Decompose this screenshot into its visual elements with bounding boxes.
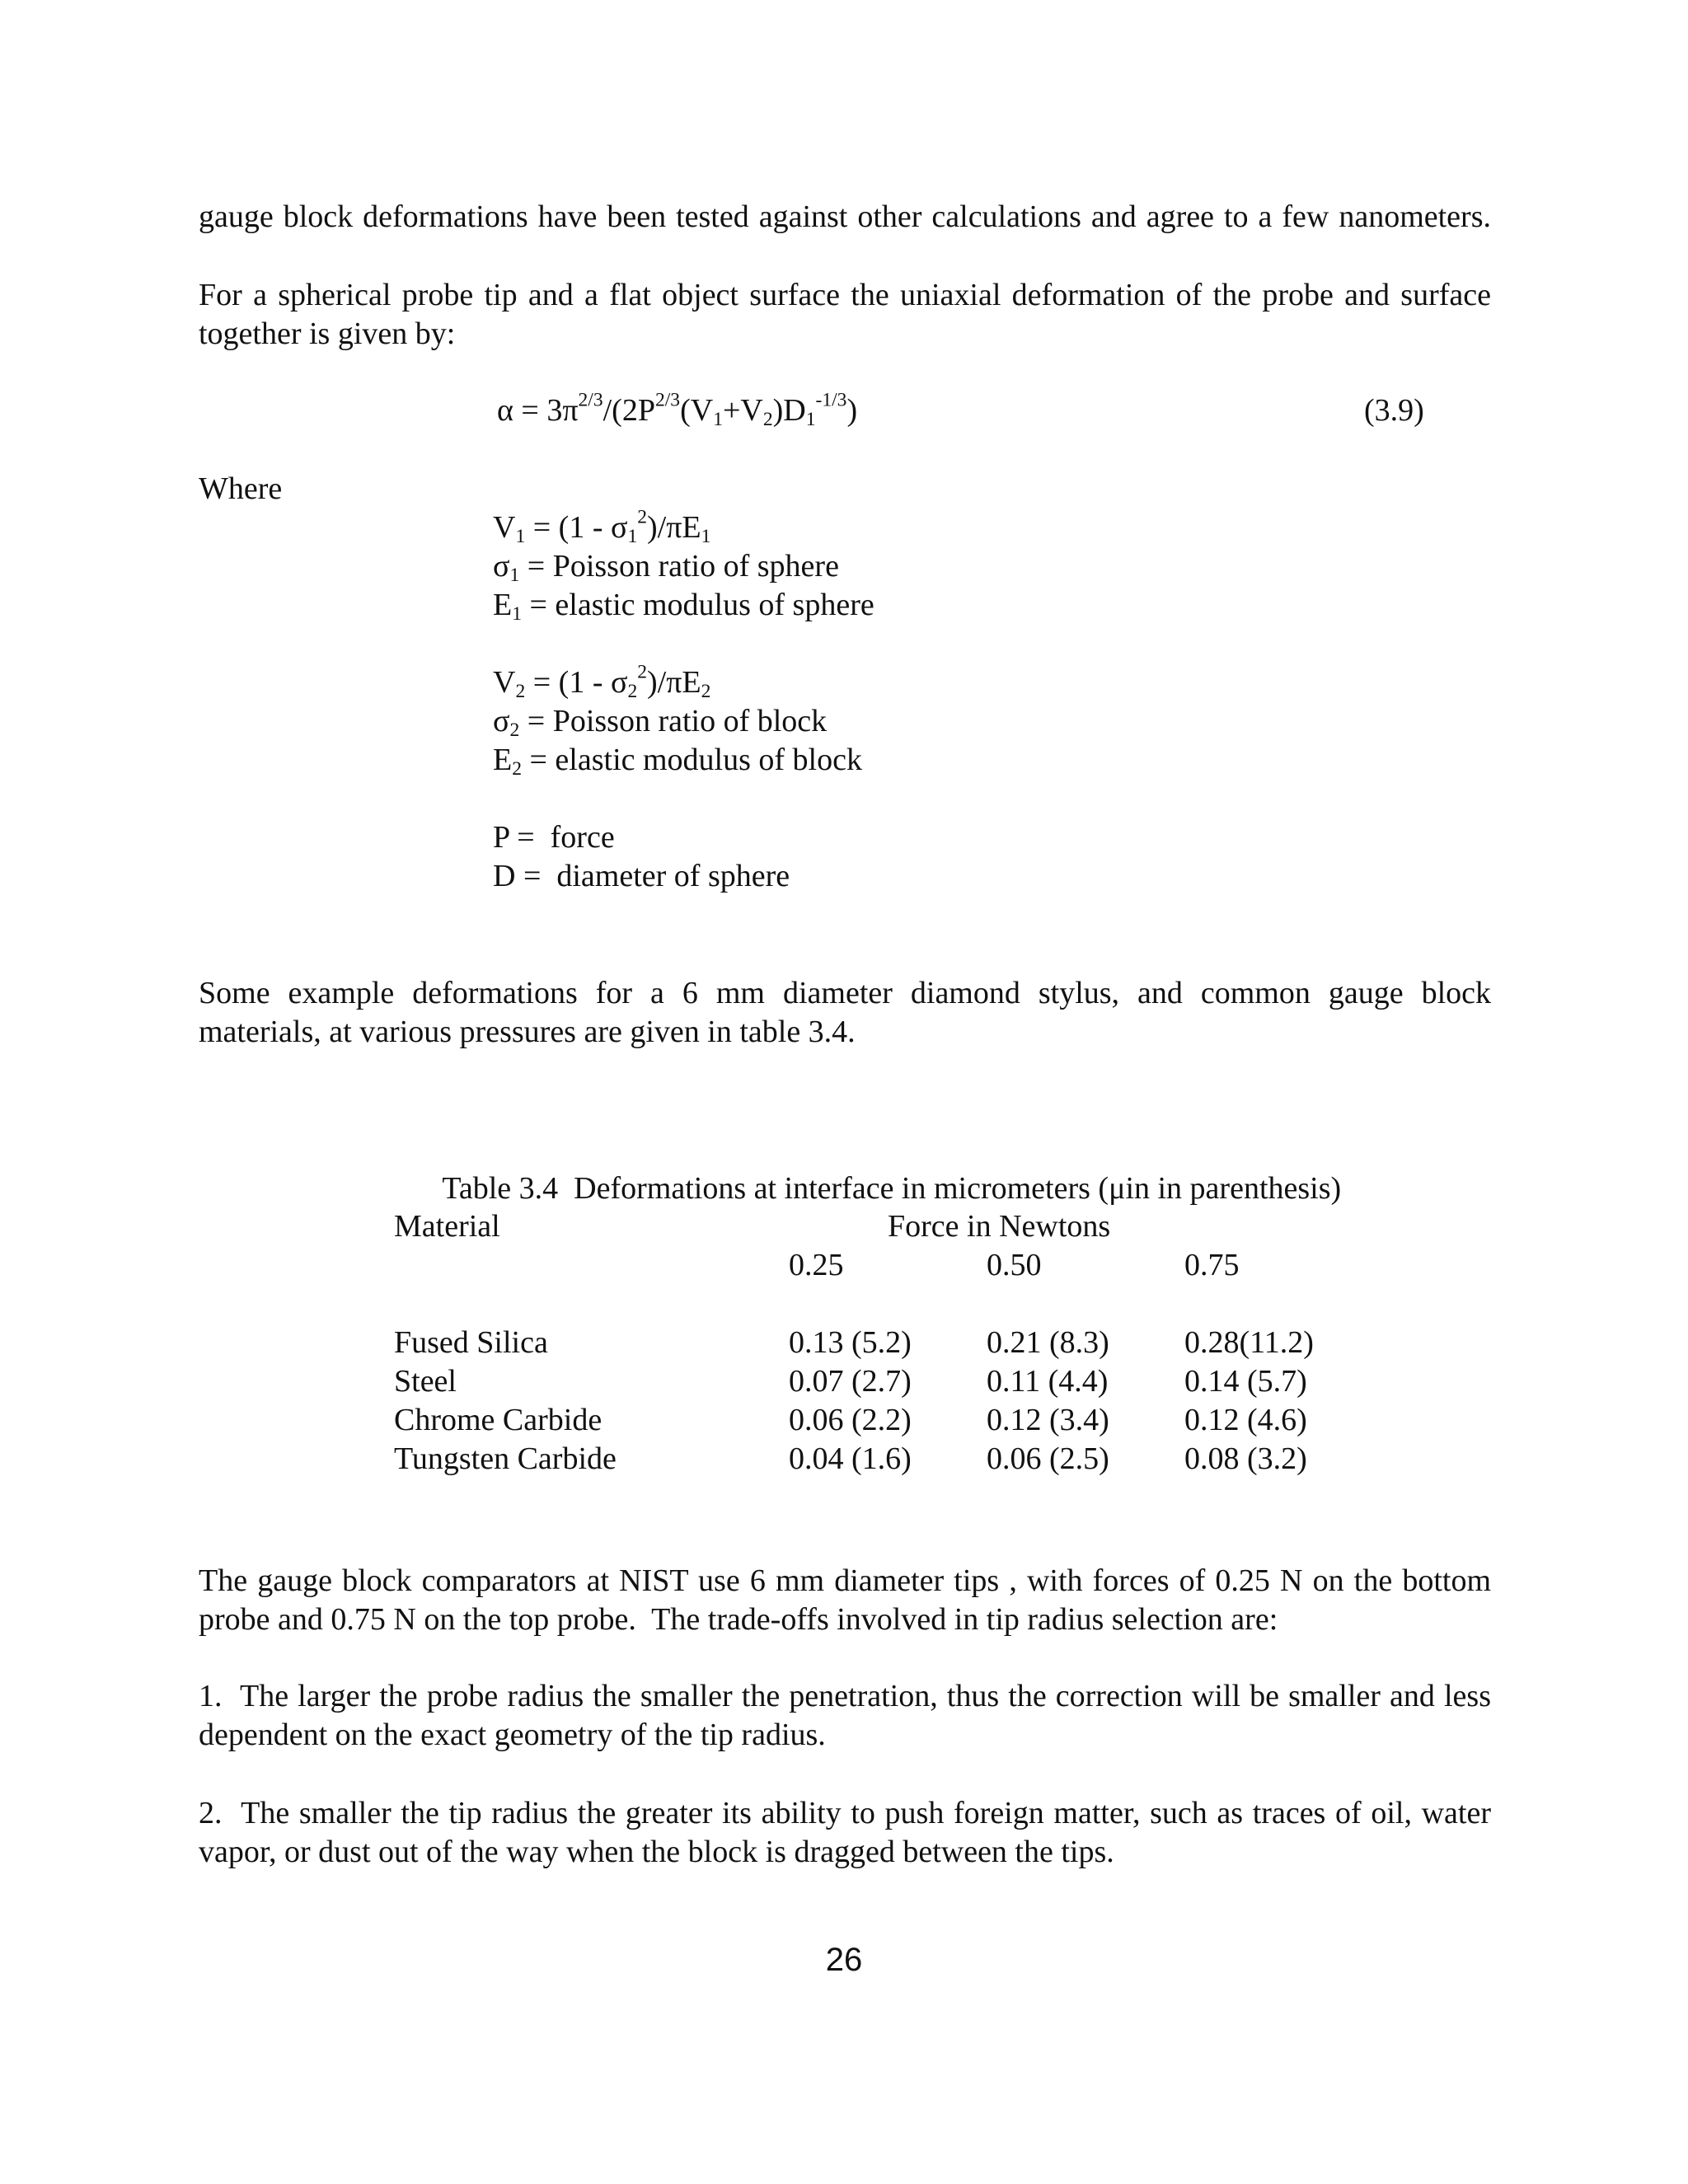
equation-3-9: $\alpha = 3\pi^{2/3}/(2P^{2/3}(V_1+V_2)D_1^{-1/3})$ xyxy=(497,389,858,430)
intro-line: gauge block deformations have been tested against other calculations and agree to a few nanometers. xyxy=(199,199,1491,234)
page-number: 26 xyxy=(825,1942,863,1978)
force-column-header: 0.75 xyxy=(1184,1248,1240,1282)
where-label: Where xyxy=(199,471,283,506)
paragraph-line: 1. The larger the probe radius the smaller the penetration, thus the correction will be smaller and less xyxy=(199,1679,1491,1713)
value-cell: 0.06 (2.2) xyxy=(789,1403,912,1437)
trade-off-point-2 xyxy=(199,1794,1491,1872)
material-cell: Fused Silica xyxy=(394,1325,548,1360)
v2-definition: $V_2 = (1 - \sigma_2^2)/\pi E_2$ xyxy=(493,661,711,702)
value-cell: 0.11 (4.4) xyxy=(987,1364,1109,1399)
value-cell: 0.21 (8.3) xyxy=(987,1325,1109,1360)
nist-paragraph xyxy=(199,1562,1491,1639)
value-cell: 0.06 (2.5) xyxy=(987,1441,1109,1476)
d-definition: D = diameter of sphere xyxy=(493,859,790,893)
force-column-header: 0.25 xyxy=(789,1248,844,1282)
value-cell: 0.28(11.2) xyxy=(1184,1325,1314,1360)
paragraph-line: together is given by: xyxy=(199,316,456,351)
equation-number: (3.9) xyxy=(1364,393,1424,428)
sigma1-definition: $\sigma_1$ = Poisson ratio of sphere xyxy=(493,549,839,586)
examples-paragraph xyxy=(199,974,1491,1052)
value-cell: 0.12 (3.4) xyxy=(987,1403,1109,1437)
e2-definition: $E_2$ = elastic modulus of block xyxy=(493,743,862,780)
value-cell: 0.12 (4.6) xyxy=(1184,1403,1307,1437)
paragraph-line: materials, at various pressures are given in table 3.4. xyxy=(199,1015,856,1049)
trade-off-point-1 xyxy=(199,1677,1491,1755)
deformation-paragraph xyxy=(199,276,1491,354)
p-definition: P = force xyxy=(493,820,615,855)
v1-definition: $V_1 = (1 - \sigma_1^2)/\pi E_1$ xyxy=(493,506,711,547)
material-header: Material xyxy=(394,1209,500,1244)
sigma2-definition: $\sigma_2$ = Poisson ratio of block xyxy=(493,704,828,741)
value-cell: 0.07 (2.7) xyxy=(789,1364,912,1399)
force-header: Force in Newtons xyxy=(888,1209,1111,1244)
value-cell: 0.14 (5.7) xyxy=(1184,1364,1307,1399)
material-cell: Steel xyxy=(394,1364,457,1399)
e1-definition: $E_1$ = elastic modulus of sphere xyxy=(493,588,874,625)
variable-definitions xyxy=(493,506,874,896)
value-cell: 0.08 (3.2) xyxy=(1184,1441,1307,1476)
paragraph-line: The gauge block comparators at NIST use 6 mm diameter tips , with forces of 0.25 N on the bottom xyxy=(199,1563,1491,1598)
value-cell: 0.13 (5.2) xyxy=(789,1325,912,1360)
material-cell: Tungsten Carbide xyxy=(394,1441,617,1476)
paragraph-line: 2. The smaller the tip radius the greater its ability to push foreign matter, such as traces of oil, water xyxy=(199,1796,1491,1830)
paragraph-line: dependent on the exact geometry of the tip radius. xyxy=(199,1718,826,1752)
paragraph-line: For a spherical probe tip and a flat object surface the uniaxial deformation of the probe and surface xyxy=(199,278,1491,312)
paragraph-line: Some example deformations for a 6 mm diameter diamond stylus, and common gauge block xyxy=(199,976,1491,1010)
material-cell: Chrome Carbide xyxy=(394,1403,603,1437)
paragraph-line: vapor, or dust out of the way when the block is dragged between the tips. xyxy=(199,1835,1114,1869)
paragraph-line: probe and 0.75 N on the top probe. The trade-offs involved in tip radius selection are: xyxy=(199,1602,1278,1637)
value-cell: 0.04 (1.6) xyxy=(789,1441,912,1476)
table-caption: Table 3.4 Deformations at interface in micrometers (μin in parenthesis) xyxy=(442,1171,1342,1206)
deformation-table xyxy=(0,1207,1688,1488)
force-column-header: 0.50 xyxy=(987,1248,1042,1282)
